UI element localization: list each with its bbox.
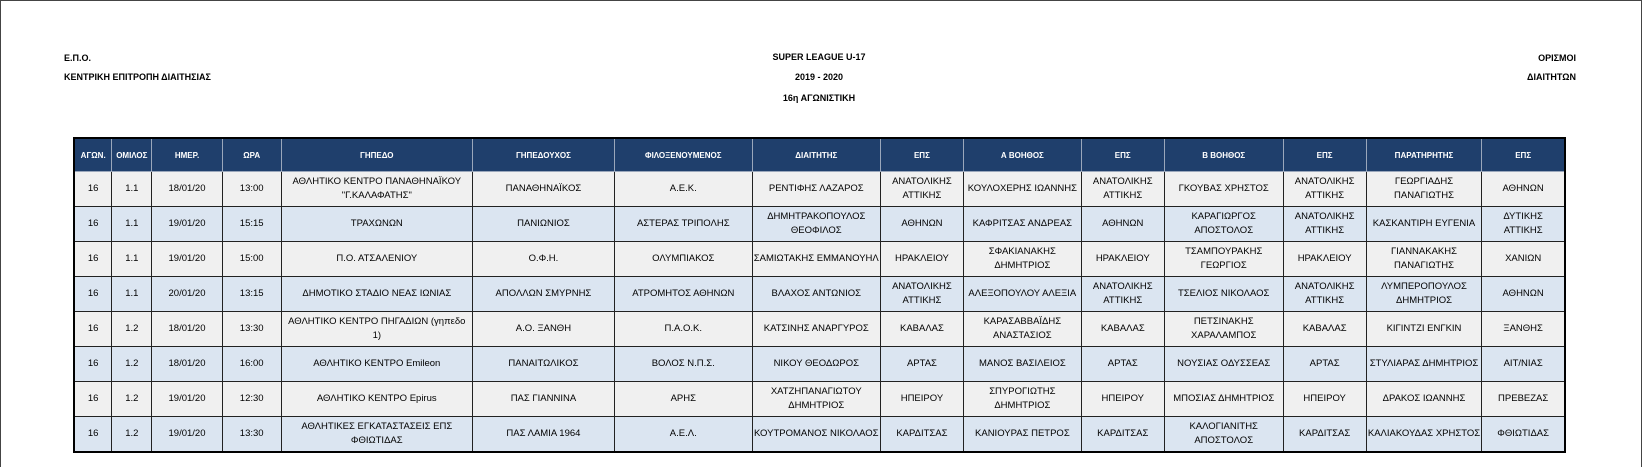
cell-home: Ο.Φ.Η. <box>472 242 614 277</box>
cell-time: 12:30 <box>222 382 281 417</box>
cell-referee: ΝΙΚΟΥ ΘΕΟΔΩΡΟΣ <box>752 347 880 382</box>
table-row <box>74 382 1565 417</box>
cell-asst1-eps: ΑΘΗΝΩΝ <box>1081 207 1164 242</box>
cell-group: 1.2 <box>112 347 152 382</box>
cell-time: 16:00 <box>222 347 281 382</box>
cell-group: 1.1 <box>112 242 152 277</box>
cell-time: 13:00 <box>222 172 281 207</box>
cell-observer: ΚΙΓΙΝΤΖΙ ΕΝΓΚΙΝ <box>1366 312 1482 347</box>
cell-date: 18/01/20 <box>152 172 222 207</box>
cell-asst2: ΤΣΕΛΙΟΣ ΝΙΚΟΛΑΟΣ <box>1164 277 1283 312</box>
cell-home: Α.Ο. ΞΑΝΘΗ <box>472 312 614 347</box>
column-header: Α ΒΟΗΘΟΣ <box>963 138 1081 172</box>
column-header: ΕΠΣ <box>1482 138 1565 172</box>
cell-referee-eps: ΑΝΑΤΟΛΙΚΗΣ ΑΤΤΙΚΗΣ <box>880 172 963 207</box>
column-header: ΕΠΣ <box>1081 138 1164 172</box>
cell-round: 16 <box>74 172 112 207</box>
cell-asst1: ΚΑΝΙΟΥΡΑΣ ΠΕΤΡΟΣ <box>963 417 1081 453</box>
cell-asst2-eps: ΚΑΒΑΛΑΣ <box>1283 312 1366 347</box>
cell-observer-eps: ΑΘΗΝΩΝ <box>1482 172 1565 207</box>
cell-asst1: ΣΠΥΡΟΓΙΩΤΗΣ ΔΗΜΗΤΡΙΟΣ <box>963 382 1081 417</box>
cell-referee: ΔΗΜΗΤΡΑΚΟΠΟΥΛΟΣ ΘΕΟΦΙΛΟΣ <box>752 207 880 242</box>
cell-round: 16 <box>74 417 112 453</box>
referee-assignments-table <box>73 137 1566 453</box>
document-title-line1: ΟΡΙΣΜΟΙ <box>1538 53 1576 63</box>
cell-asst2: ΤΣΑΜΠΟΥΡΑΚΗΣ ΓΕΩΡΓΙΟΣ <box>1164 242 1283 277</box>
cell-stadium: ΤΡΑΧΩΝΩΝ <box>281 207 472 242</box>
cell-date: 18/01/20 <box>152 312 222 347</box>
cell-asst1-eps: ΑΝΑΤΟΛΙΚΗΣ ΑΤΤΙΚΗΣ <box>1081 277 1164 312</box>
cell-stadium: ΑΘΛΗΤΙΚΟ ΚΕΝΤΡΟ ΠΗΓΑΔΙΩΝ (γηπεδο 1) <box>281 312 472 347</box>
table-row <box>74 207 1565 242</box>
cell-asst2: ΓΚΟΥΒΑΣ ΧΡΗΣΤΟΣ <box>1164 172 1283 207</box>
cell-time: 15:00 <box>222 242 281 277</box>
cell-asst2: ΚΑΡΑΓΙΩΡΓΟΣ ΑΠΟΣΤΟΛΟΣ <box>1164 207 1283 242</box>
cell-observer: ΓΕΩΡΓΙΑΔΗΣ ΠΑΝΑΓΙΩΤΗΣ <box>1366 172 1482 207</box>
cell-observer: ΣΤΥΛΙΑΡΑΣ ΔΗΜΗΤΡΙΟΣ <box>1366 347 1482 382</box>
cell-asst2: ΝΟΥΣΙΑΣ ΟΔΥΣΣΕΑΣ <box>1164 347 1283 382</box>
column-header: ΕΠΣ <box>880 138 963 172</box>
cell-observer: ΓΙΑΝΝΑΚΑΚΗΣ ΠΑΝΑΓΙΩΤΗΣ <box>1366 242 1482 277</box>
federation-name: Ε.Π.Ο. <box>64 53 92 63</box>
cell-asst2-eps: ΑΝΑΤΟΛΙΚΗΣ ΑΤΤΙΚΗΣ <box>1283 207 1366 242</box>
cell-home: ΠΑΣ ΓΙΑΝΝΙΝΑ <box>472 382 614 417</box>
cell-home: ΠΑΝΑΘΗΝΑΪΚΟΣ <box>472 172 614 207</box>
cell-date: 19/01/20 <box>152 207 222 242</box>
cell-referee: ΣΑΜΙΩΤΑΚΗΣ ΕΜΜΑΝΟΥΗΛ <box>752 242 880 277</box>
column-header: ΕΠΣ <box>1283 138 1366 172</box>
cell-home: ΠΑΣ ΛΑΜΙΑ 1964 <box>472 417 614 453</box>
cell-home: ΠΑΝΙΩΝΙΟΣ <box>472 207 614 242</box>
column-header: ΩΡΑ <box>222 138 281 172</box>
cell-asst1-eps: ΗΠΕΙΡΟΥ <box>1081 382 1164 417</box>
cell-asst1: ΜΑΝΟΣ ΒΑΣΙΛΕΙΟΣ <box>963 347 1081 382</box>
cell-stadium: ΑΘΛΗΤΙΚΟ ΚΕΝΤΡΟ ΠΑΝΑΘΗΝΑΪΚΟΥ "Γ.ΚΑΛΑΦΑΤΗΣ" <box>281 172 472 207</box>
cell-referee-eps: ΚΑΒΑΛΑΣ <box>880 312 963 347</box>
table-row <box>74 172 1565 207</box>
column-header: ΓΗΠΕΔΟ <box>281 138 472 172</box>
cell-asst2: ΚΑΛΟΓΙΑΝΙΤΗΣ ΑΠΟΣΤΟΛΟΣ <box>1164 417 1283 453</box>
cell-round: 16 <box>74 312 112 347</box>
cell-asst1-eps: ΑΝΑΤΟΛΙΚΗΣ ΑΤΤΙΚΗΣ <box>1081 172 1164 207</box>
cell-referee-eps: ΑΝΑΤΟΛΙΚΗΣ ΑΤΤΙΚΗΣ <box>880 277 963 312</box>
season: 2019 - 2020 <box>794 72 844 82</box>
cell-group: 1.2 <box>112 312 152 347</box>
cell-stadium: Π.Ο. ΑΤΣΑΛΕΝΙΟΥ <box>281 242 472 277</box>
cell-asst1-eps: ΚΑΡΔΙΤΣΑΣ <box>1081 417 1164 453</box>
cell-group: 1.2 <box>112 382 152 417</box>
cell-group: 1.1 <box>112 172 152 207</box>
cell-referee: ΚΟΥΤΡΟΜΑΝΟΣ ΝΙΚΟΛΑΟΣ <box>752 417 880 453</box>
cell-observer: ΚΑΛΙΑΚΟΥΔΑΣ ΧΡΗΣΤΟΣ <box>1366 417 1482 453</box>
cell-asst2-eps: ΑΝΑΤΟΛΙΚΗΣ ΑΤΤΙΚΗΣ <box>1283 172 1366 207</box>
table-row <box>74 417 1565 453</box>
cell-asst1: ΚΟΥΛΟΧΕΡΗΣ ΙΩΑΝΝΗΣ <box>963 172 1081 207</box>
cell-away: Π.Α.Ο.Κ. <box>614 312 752 347</box>
cell-stadium: ΑΘΛΗΤΙΚΕΣ ΕΓΚΑΤΑΣΤΑΣΕΙΣ ΕΠΣ ΦΘΙΩΤΙΔΑΣ <box>281 417 472 453</box>
column-header: ΔΙΑΙΤΗΤΗΣ <box>752 138 880 172</box>
cell-referee-eps: ΑΘΗΝΩΝ <box>880 207 963 242</box>
cell-observer-eps: ΧΑΝΙΩΝ <box>1482 242 1565 277</box>
cell-asst1: ΑΛΕΞΟΠΟΥΛΟΥ ΑΛΕΞΙΑ <box>963 277 1081 312</box>
cell-stadium: ΔΗΜΟΤΙΚΟ ΣΤΑΔΙΟ ΝΕΑΣ ΙΩΝΙΑΣ <box>281 277 472 312</box>
cell-away: ΑΤΡΟΜΗΤΟΣ ΑΘΗΝΩΝ <box>614 277 752 312</box>
cell-date: 19/01/20 <box>152 242 222 277</box>
cell-away: Α.Ε.Λ. <box>614 417 752 453</box>
cell-asst1: ΣΦΑΚΙΑΝΑΚΗΣ ΔΗΜΗΤΡΙΟΣ <box>963 242 1081 277</box>
matchday: 16η ΑΓΩΝΙΣΤΙΚΗ <box>782 93 856 103</box>
cell-asst2-eps: ΚΑΡΔΙΤΣΑΣ <box>1283 417 1366 453</box>
cell-asst1-eps: ΚΑΒΑΛΑΣ <box>1081 312 1164 347</box>
column-header: ΓΗΠΕΔΟΥΧΟΣ <box>472 138 614 172</box>
cell-away: ΒΟΛΟΣ Ν.Π.Σ. <box>614 347 752 382</box>
cell-away: ΟΛΥΜΠΙΑΚΟΣ <box>614 242 752 277</box>
cell-away: Α.Ε.Κ. <box>614 172 752 207</box>
cell-stadium: ΑΘΛΗΤΙΚΟ ΚΕΝΤΡΟ Epirus <box>281 382 472 417</box>
cell-time: 13:30 <box>222 312 281 347</box>
table-row <box>74 277 1565 312</box>
cell-asst2: ΠΕΤΣΙΝΑΚΗΣ ΧΑΡΑΛΑΜΠΟΣ <box>1164 312 1283 347</box>
cell-asst2-eps: ΗΠΕΙΡΟΥ <box>1283 382 1366 417</box>
cell-date: 20/01/20 <box>152 277 222 312</box>
cell-asst2-eps: ΑΝΑΤΟΛΙΚΗΣ ΑΤΤΙΚΗΣ <box>1283 277 1366 312</box>
cell-group: 1.1 <box>112 207 152 242</box>
cell-asst1-eps: ΗΡΑΚΛΕΙΟΥ <box>1081 242 1164 277</box>
column-header: ΟΜΙΛΟΣ <box>112 138 152 172</box>
column-header: ΑΓΩΝ. <box>74 138 112 172</box>
cell-away: ΑΡΗΣ <box>614 382 752 417</box>
cell-asst1: ΚΑΡΑΣΑΒΒΑΪΔΗΣ ΑΝΑΣΤΑΣΙΟΣ <box>963 312 1081 347</box>
cell-group: 1.1 <box>112 277 152 312</box>
cell-round: 16 <box>74 382 112 417</box>
cell-observer: ΚΑΣΚΑΝΤΙΡΗ ΕΥΓΕΝΙΑ <box>1366 207 1482 242</box>
committee-name: ΚΕΝΤΡΙΚΗ ΕΠΙΤΡΟΠΗ ΔΙΑΙΤΗΣΙΑΣ <box>64 72 211 82</box>
column-header: Β ΒΟΗΘΟΣ <box>1164 138 1283 172</box>
cell-stadium: ΑΘΛΗΤΙΚΟ ΚΕΝΤΡΟ Emileon <box>281 347 472 382</box>
cell-referee-eps: ΚΑΡΔΙΤΣΑΣ <box>880 417 963 453</box>
cell-observer-eps: ΑΘΗΝΩΝ <box>1482 277 1565 312</box>
cell-observer-eps: ΠΡΕΒΕΖΑΣ <box>1482 382 1565 417</box>
cell-round: 16 <box>74 207 112 242</box>
cell-referee: ΒΛΑΧΟΣ ΑΝΤΩΝΙΟΣ <box>752 277 880 312</box>
cell-asst2-eps: ΑΡΤΑΣ <box>1283 347 1366 382</box>
cell-date: 18/01/20 <box>152 347 222 382</box>
cell-observer-eps: ΑΙΤ/ΝΙΑΣ <box>1482 347 1565 382</box>
table-row <box>74 347 1565 382</box>
cell-date: 19/01/20 <box>152 382 222 417</box>
cell-referee-eps: ΑΡΤΑΣ <box>880 347 963 382</box>
cell-group: 1.2 <box>112 417 152 453</box>
table-body <box>74 172 1565 453</box>
cell-referee-eps: ΗΠΕΙΡΟΥ <box>880 382 963 417</box>
cell-referee: ΧΑΤΖΗΠΑΝΑΓΙΩΤΟΥ ΔΗΜΗΤΡΙΟΣ <box>752 382 880 417</box>
cell-round: 16 <box>74 347 112 382</box>
cell-time: 13:15 <box>222 277 281 312</box>
cell-observer: ΔΡΑΚΟΣ ΙΩΑΝΝΗΣ <box>1366 382 1482 417</box>
cell-home: ΑΠΟΛΛΩΝ ΣΜΥΡΝΗΣ <box>472 277 614 312</box>
document-title-line2: ΔΙΑΙΤΗΤΩΝ <box>1526 72 1576 82</box>
cell-observer: ΛΥΜΠΕΡΟΠΟΥΛΟΣ ΔΗΜΗΤΡΙΟΣ <box>1366 277 1482 312</box>
cell-time: 15:15 <box>222 207 281 242</box>
league-title: SUPER LEAGUE U-17 <box>772 52 866 62</box>
table-header-row <box>74 138 1565 172</box>
cell-asst1: ΚΑΦΡΙΤΣΑΣ ΑΝΔΡΕΑΣ <box>963 207 1081 242</box>
cell-asst1-eps: ΑΡΤΑΣ <box>1081 347 1164 382</box>
cell-round: 16 <box>74 242 112 277</box>
cell-home: ΠΑΝΑΙΤΩΛΙΚΟΣ <box>472 347 614 382</box>
cell-round: 16 <box>74 277 112 312</box>
table-row <box>74 312 1565 347</box>
cell-away: ΑΣΤΕΡΑΣ ΤΡΙΠΟΛΗΣ <box>614 207 752 242</box>
table-row <box>74 242 1565 277</box>
cell-observer-eps: ΞΑΝΘΗΣ <box>1482 312 1565 347</box>
cell-observer-eps: ΦΘΙΩΤΙΔΑΣ <box>1482 417 1565 453</box>
cell-referee: ΚΑΤΣΙΝΗΣ ΑΝΑΡΓΥΡΟΣ <box>752 312 880 347</box>
column-header: ΠΑΡΑΤΗΡΗΤΗΣ <box>1366 138 1482 172</box>
cell-observer-eps: ΔΥΤΙΚΗΣ ΑΤΤΙΚΗΣ <box>1482 207 1565 242</box>
column-header: ΗΜΕΡ. <box>152 138 222 172</box>
cell-asst2-eps: ΗΡΑΚΛΕΙΟΥ <box>1283 242 1366 277</box>
cell-date: 19/01/20 <box>152 417 222 453</box>
cell-time: 13:30 <box>222 417 281 453</box>
cell-referee-eps: ΗΡΑΚΛΕΙΟΥ <box>880 242 963 277</box>
cell-referee: ΡΕΝΤΙΦΗΣ ΛΑΖΑΡΟΣ <box>752 172 880 207</box>
cell-asst2: ΜΠΟΣΙΑΣ ΔΗΜΗΤΡΙΟΣ <box>1164 382 1283 417</box>
column-header: ΦΙΛΟΞΕΝΟΥΜΕΝΟΣ <box>614 138 752 172</box>
